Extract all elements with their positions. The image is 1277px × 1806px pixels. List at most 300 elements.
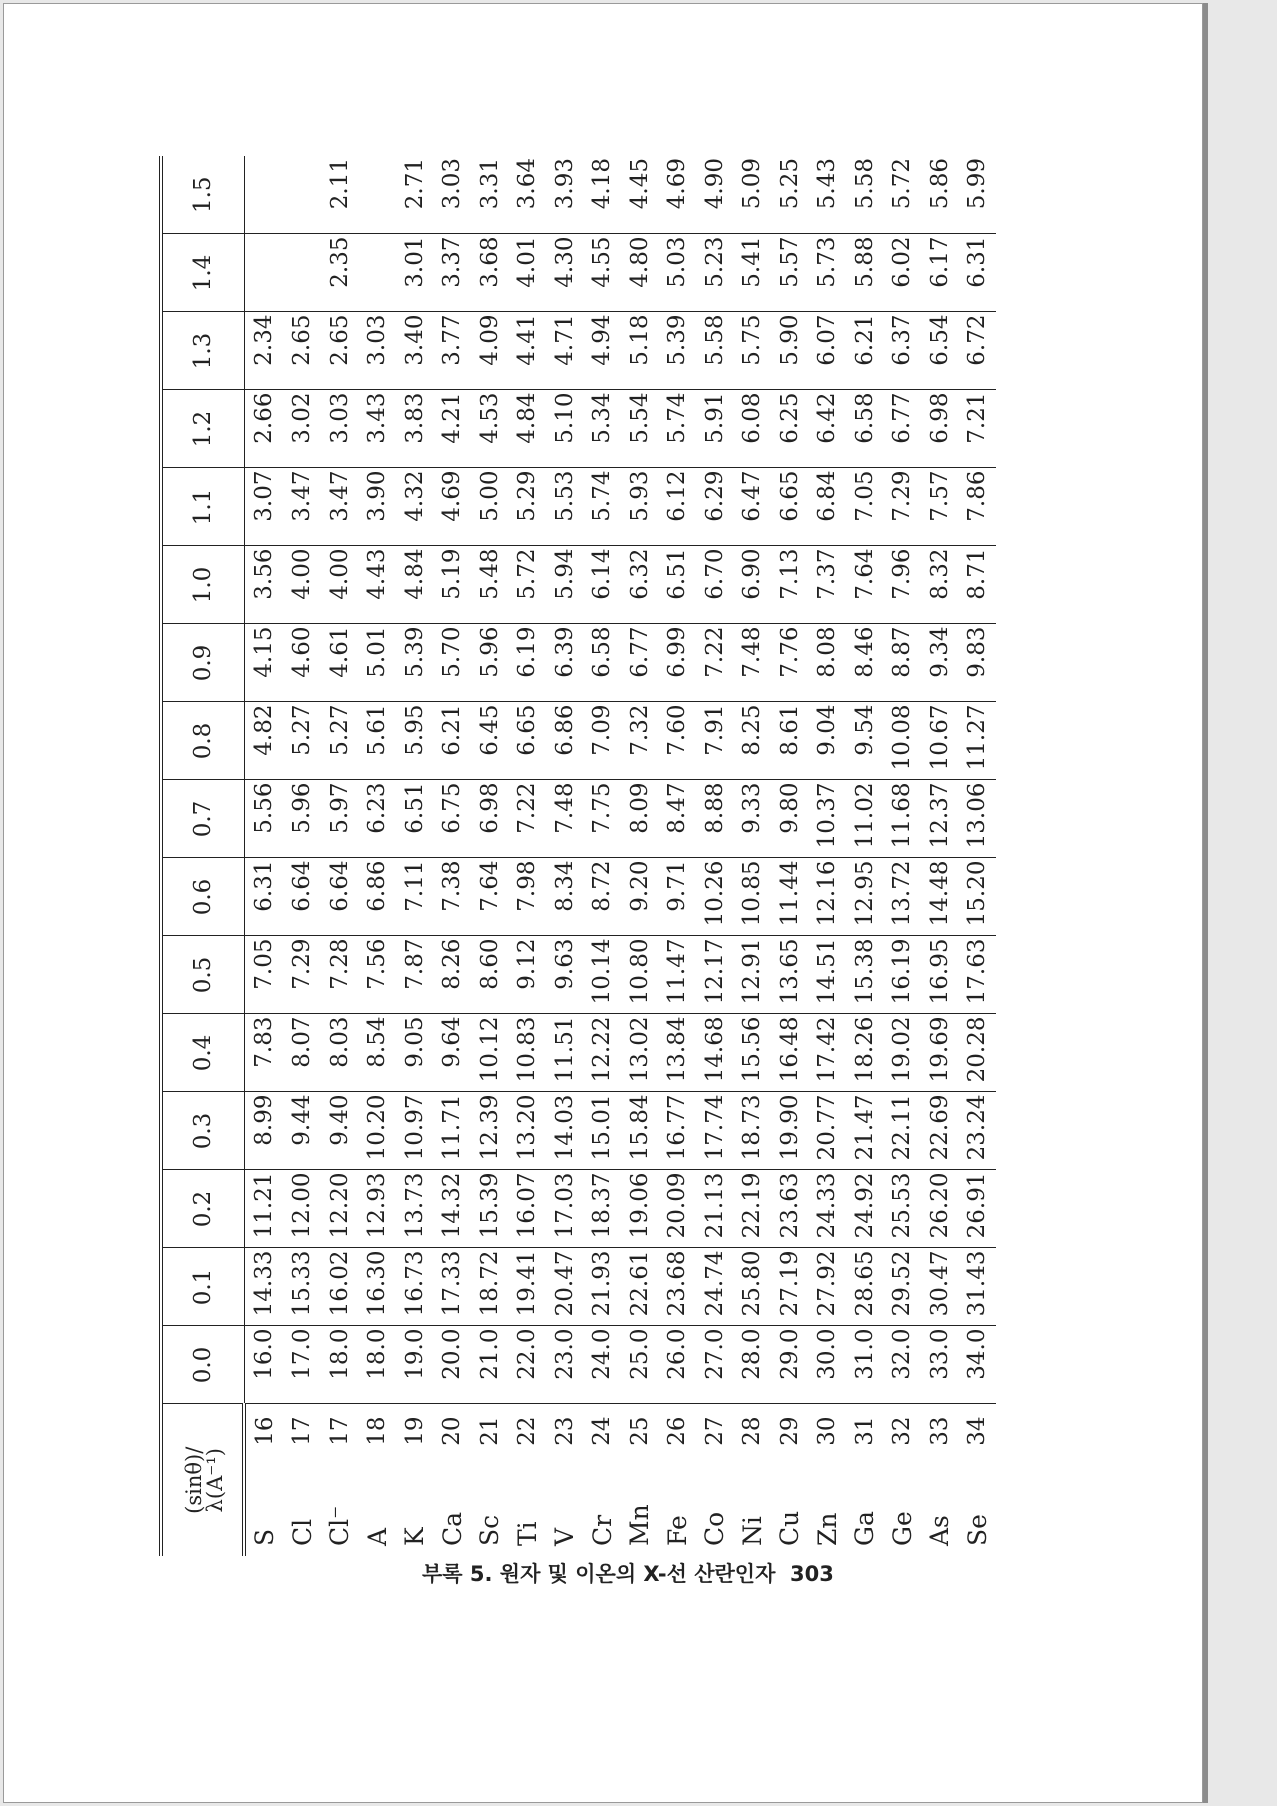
table-cell: 6.47 [734, 468, 772, 546]
atomic-number: 17 [284, 1404, 322, 1466]
table-cell: 6.90 [734, 546, 772, 624]
table-cell: 5.09 [739, 158, 766, 210]
table-cell: 9.12 [509, 936, 547, 1014]
table-cell: 7.91 [696, 702, 734, 780]
table-cell: 26.20 [921, 1170, 959, 1248]
table-cell: 6.77 [621, 624, 659, 702]
atomic-number: 18 [359, 1404, 397, 1466]
document-page [3, 3, 1203, 1803]
table-cell: 21.13 [696, 1170, 734, 1248]
table-cell [284, 156, 322, 234]
atomic-number: 25 [621, 1404, 659, 1466]
table-cell: 9.54 [846, 702, 884, 780]
table-cell: 16.77 [659, 1092, 697, 1170]
table-cell: 25.0 [621, 1326, 659, 1404]
table-cell: 20.0 [434, 1326, 472, 1404]
table-cell: 3.47 [284, 468, 322, 546]
table-row [846, 156, 884, 1556]
table-cell: 5.00 [471, 468, 509, 546]
label-line-1: (sinθ)/ [181, 1446, 206, 1514]
table-cell: 8.32 [921, 546, 959, 624]
table-cell: 7.11 [396, 858, 434, 936]
table-cell: 6.21 [434, 702, 472, 780]
element-symbol: Se [962, 1514, 992, 1546]
table-cell: 9.34 [921, 624, 959, 702]
table-cell: 10.37 [809, 780, 847, 858]
column-label-header [161, 1404, 244, 1556]
table-cell: 12.39 [471, 1092, 509, 1170]
table-cell: 22.19 [734, 1170, 772, 1248]
table-cell: 7.28 [321, 936, 359, 1014]
table-cell: 2.66 [244, 390, 284, 468]
element-symbol: A [362, 1527, 392, 1546]
table-cell: 4.41 [509, 312, 547, 390]
table-cell: 5.56 [244, 780, 284, 858]
table-cell: 6.29 [696, 468, 734, 546]
table-cell: 28.0 [734, 1326, 772, 1404]
table-cell: 13.65 [771, 936, 809, 1014]
table-cell: 5.73 [809, 234, 847, 312]
table-cell: 10.85 [734, 858, 772, 936]
table-cell: 11.44 [771, 858, 809, 936]
table-cell: 3.07 [244, 468, 284, 546]
table-cell: 13.72 [884, 858, 922, 936]
table-cell: 14.51 [809, 936, 847, 1014]
table-cell: 8.34 [546, 858, 584, 936]
table-cell [244, 156, 284, 234]
table-cell: 20.09 [659, 1170, 697, 1248]
table-cell: 5.03 [659, 234, 697, 312]
label-line-2: λ(A⁻¹) [202, 1448, 227, 1513]
table-header-row [161, 156, 244, 1556]
table-cell: 4.00 [321, 546, 359, 624]
table-cell: 5.93 [621, 468, 659, 546]
table-cell: 12.22 [584, 1014, 622, 1092]
table-cell: 6.08 [734, 390, 772, 468]
atomic-number: 17 [321, 1404, 359, 1466]
table-cell: 7.22 [696, 624, 734, 702]
element-symbol: S [250, 1528, 280, 1546]
table-cell: 4.18 [589, 158, 616, 210]
table-cell: 5.96 [284, 780, 322, 858]
table-cell: 18.72 [471, 1248, 509, 1326]
table-cell: 9.20 [621, 858, 659, 936]
table-cell: 19.06 [621, 1170, 659, 1248]
table-cell: 6.23 [359, 780, 397, 858]
table-cell: 7.21 [959, 390, 997, 468]
table-cell: 17.74 [696, 1092, 734, 1170]
element-symbol: Sc [475, 1514, 505, 1546]
table-cell: 3.68 [471, 234, 509, 312]
table-cell: 34.0 [959, 1326, 997, 1404]
table-cell: 5.75 [734, 312, 772, 390]
table-cell: 17.33 [434, 1248, 472, 1326]
table-cell: 11.27 [959, 702, 997, 780]
table-cell: 5.18 [621, 312, 659, 390]
table-cell: 3.03 [439, 158, 466, 210]
table-cell: 3.37 [434, 234, 472, 312]
table-cell: 19.0 [396, 1326, 434, 1404]
element-symbol: Cu [775, 1510, 805, 1546]
table-cell: 5.41 [734, 234, 772, 312]
table-cell: 6.25 [771, 390, 809, 468]
table-cell: 4.21 [434, 390, 472, 468]
table-cell: 6.14 [584, 546, 622, 624]
table-cell: 3.83 [396, 390, 434, 468]
table-cell: 6.19 [509, 624, 547, 702]
table-cell: 19.90 [771, 1092, 809, 1170]
table-cell: 5.74 [584, 468, 622, 546]
table-cell: 8.08 [809, 624, 847, 702]
table-cell: 17.63 [959, 936, 997, 1014]
table-cell: 12.17 [696, 936, 734, 1014]
table-cell: 5.39 [396, 624, 434, 702]
table-cell: 17.0 [284, 1326, 322, 1404]
table-cell: 12.95 [846, 858, 884, 936]
table-cell: 6.42 [809, 390, 847, 468]
table-cell: 5.54 [621, 390, 659, 468]
table-cell: 5.72 [509, 546, 547, 624]
table-cell: 7.96 [884, 546, 922, 624]
table-cell: 6.64 [284, 858, 322, 936]
table-cell: 2.34 [244, 312, 284, 390]
atomic-number: 26 [659, 1404, 697, 1466]
table-cell: 7.60 [659, 702, 697, 780]
table-cell: 12.16 [809, 858, 847, 936]
table-cell: 3.93 [551, 158, 578, 210]
table-cell: 5.43 [814, 158, 841, 210]
table-row [884, 156, 922, 1556]
table-cell: 3.77 [434, 312, 472, 390]
table-row [321, 156, 359, 1556]
table-cell: 4.69 [434, 468, 472, 546]
table-cell: 30.47 [921, 1248, 959, 1326]
table-cell: 15.38 [846, 936, 884, 1014]
table-cell: 13.02 [621, 1014, 659, 1092]
table-cell: 8.54 [359, 1014, 397, 1092]
atomic-number: 32 [884, 1404, 922, 1466]
column-header: 1.5 [161, 156, 244, 234]
atomic-number: 33 [921, 1404, 959, 1466]
table-cell: 5.94 [546, 546, 584, 624]
table-cell: 5.27 [321, 702, 359, 780]
table-cell: 13.84 [659, 1014, 697, 1092]
table-cell: 4.84 [509, 390, 547, 468]
table-cell: 6.86 [546, 702, 584, 780]
table-cell: 32.0 [884, 1326, 922, 1404]
atomic-number: 20 [434, 1404, 472, 1466]
table-cell: 16.0 [244, 1326, 284, 1404]
table-cell: 22.0 [509, 1326, 547, 1404]
column-header: 0.1 [161, 1248, 244, 1326]
column-header: 1.3 [161, 312, 244, 390]
table-cell: 29.0 [771, 1326, 809, 1404]
table-cell: 19.02 [884, 1014, 922, 1092]
table-cell: 5.74 [659, 390, 697, 468]
table-cell: 5.58 [696, 312, 734, 390]
table-cell: 6.64 [321, 858, 359, 936]
table-cell: 8.87 [884, 624, 922, 702]
table-row [244, 156, 284, 1556]
column-header: 0.0 [161, 1326, 244, 1404]
table-cell: 15.39 [471, 1170, 509, 1248]
table-cell: 16.30 [359, 1248, 397, 1326]
table-cell: 9.44 [284, 1092, 322, 1170]
element-symbol: V [550, 1527, 580, 1546]
table-cell: 7.87 [396, 936, 434, 1014]
table-cell: 5.86 [926, 158, 953, 210]
table-cell: 3.47 [321, 468, 359, 546]
table-cell: 6.86 [359, 858, 397, 936]
table-row [546, 156, 584, 1556]
table-cell: 5.70 [434, 624, 472, 702]
table-cell: 3.31 [476, 158, 503, 210]
element-symbol: Co [700, 1511, 730, 1546]
table-cell: 6.32 [621, 546, 659, 624]
table-cell: 5.58 [851, 158, 878, 210]
table-cell: 8.07 [284, 1014, 322, 1092]
column-header: 0.9 [161, 624, 244, 702]
element-symbol: Ge [887, 1511, 917, 1546]
table-cell: 3.01 [396, 234, 434, 312]
table-cell: 16.07 [509, 1170, 547, 1248]
column-header: 0.2 [161, 1170, 244, 1248]
table-cell: 8.72 [584, 858, 622, 936]
table-cell: 7.98 [509, 858, 547, 936]
table-cell: 6.98 [921, 390, 959, 468]
atomic-number: 21 [471, 1404, 509, 1466]
scattering-factor-table [159, 156, 996, 1556]
table-cell: 6.37 [884, 312, 922, 390]
table-cell: 5.01 [359, 624, 397, 702]
table-cell: 20.77 [809, 1092, 847, 1170]
table-cell: 7.64 [471, 858, 509, 936]
table-cell: 18.26 [846, 1014, 884, 1092]
table-row [621, 156, 659, 1556]
table-cell: 10.12 [471, 1014, 509, 1092]
table-cell: 16.95 [921, 936, 959, 1014]
table-cell: 3.03 [321, 390, 359, 468]
table-cell: 17.42 [809, 1014, 847, 1092]
table-cell: 6.65 [509, 702, 547, 780]
table-cell: 18.0 [359, 1326, 397, 1404]
table-cell: 10.67 [921, 702, 959, 780]
table-row [584, 156, 622, 1556]
table-cell: 3.43 [359, 390, 397, 468]
table-cell: 4.94 [584, 312, 622, 390]
table-cell: 16.48 [771, 1014, 809, 1092]
table-cell: 24.92 [846, 1170, 884, 1248]
table-cell: 10.26 [696, 858, 734, 936]
table-cell: 5.57 [771, 234, 809, 312]
table-cell: 31.0 [846, 1326, 884, 1404]
table-cell: 7.37 [809, 546, 847, 624]
table-cell: 8.46 [846, 624, 884, 702]
table-cell: 6.58 [846, 390, 884, 468]
table-cell: 15.01 [584, 1092, 622, 1170]
column-header: 0.7 [161, 780, 244, 858]
element-symbol: Ga [850, 1511, 880, 1546]
table-cell: 8.47 [659, 780, 697, 858]
atomic-number: 30 [809, 1404, 847, 1466]
table-row [921, 156, 959, 1556]
table-row [734, 156, 772, 1556]
atomic-number: 23 [546, 1404, 584, 1466]
table-cell: 7.48 [546, 780, 584, 858]
table-cell: 8.03 [321, 1014, 359, 1092]
element-symbol: Cl [287, 1518, 317, 1546]
table-cell: 4.82 [244, 702, 284, 780]
table-cell: 4.01 [509, 234, 547, 312]
table-cell: 3.56 [244, 546, 284, 624]
table-cell: 6.12 [659, 468, 697, 546]
table-cell: 19.69 [921, 1014, 959, 1092]
table-cell: 16.19 [884, 936, 922, 1014]
table-cell: 6.31 [244, 858, 284, 936]
column-header: 0.5 [161, 936, 244, 1014]
table-cell: 4.69 [664, 158, 691, 210]
table-cell: 22.11 [884, 1092, 922, 1170]
column-header: 1.4 [161, 234, 244, 312]
element-symbol: Cr [587, 1514, 617, 1546]
table-cell: 2.71 [401, 158, 428, 210]
table-cell: 5.25 [776, 158, 803, 210]
table-cell: 7.64 [846, 546, 884, 624]
page-footer [422, 1558, 922, 1588]
page-edge [1203, 3, 1208, 1803]
table-cell: 14.32 [434, 1170, 472, 1248]
table-cell: 2.65 [284, 312, 322, 390]
atomic-number: 27 [696, 1404, 734, 1466]
rotated-table-container [159, 156, 1019, 1556]
table-cell: 6.77 [884, 390, 922, 468]
table-cell: 7.86 [959, 468, 997, 546]
table-cell: 10.20 [359, 1092, 397, 1170]
table-row [771, 156, 809, 1556]
column-header: 0.6 [161, 858, 244, 936]
table-cell: 12.93 [359, 1170, 397, 1248]
table-cell: 4.32 [396, 468, 434, 546]
table-cell: 4.90 [701, 158, 728, 210]
table-cell: 26.91 [959, 1170, 997, 1248]
atomic-number: 16 [244, 1404, 284, 1466]
column-header: 0.4 [161, 1014, 244, 1092]
table-cell: 8.60 [471, 936, 509, 1014]
column-header: 1.0 [161, 546, 244, 624]
table-cell: 6.21 [846, 312, 884, 390]
table-cell: 4.30 [546, 234, 584, 312]
table-cell: 18.0 [321, 1326, 359, 1404]
table-cell: 18.37 [584, 1170, 622, 1248]
table-cell: 7.29 [284, 936, 322, 1014]
table-cell: 12.91 [734, 936, 772, 1014]
table-cell: 5.99 [964, 158, 991, 210]
table-cell: 19.41 [509, 1248, 547, 1326]
table-cell: 4.15 [244, 624, 284, 702]
table-cell: 5.23 [696, 234, 734, 312]
table-cell: 16.02 [321, 1248, 359, 1326]
table-cell: 11.21 [244, 1170, 284, 1248]
table-cell: 4.09 [471, 312, 509, 390]
table-row [959, 156, 997, 1556]
table-cell: 6.98 [471, 780, 509, 858]
table-cell: 23.0 [546, 1326, 584, 1404]
table-cell: 8.99 [244, 1092, 284, 1170]
table-cell: 4.84 [396, 546, 434, 624]
table-cell: 5.53 [546, 468, 584, 546]
table-cell: 7.32 [621, 702, 659, 780]
table-cell: 6.02 [884, 234, 922, 312]
table-cell: 8.71 [959, 546, 997, 624]
table-cell: 6.72 [959, 312, 997, 390]
table-row [284, 156, 322, 1556]
table-cell: 21.47 [846, 1092, 884, 1170]
table-cell: 6.39 [546, 624, 584, 702]
table-cell: 14.68 [696, 1014, 734, 1092]
table-cell: 6.31 [959, 234, 997, 312]
table-cell: 4.71 [546, 312, 584, 390]
table-cell: 3.64 [514, 158, 541, 210]
table-row [471, 156, 509, 1556]
table-cell: 4.80 [621, 234, 659, 312]
table-cell: 4.55 [584, 234, 622, 312]
element-symbol: Mn [625, 1504, 655, 1546]
table-cell: 6.51 [659, 546, 697, 624]
table-row [696, 156, 734, 1556]
table-row [659, 156, 697, 1556]
table-cell: 8.09 [621, 780, 659, 858]
table-cell: 30.0 [809, 1326, 847, 1404]
table-cell: 4.43 [359, 546, 397, 624]
table-cell: 5.91 [696, 390, 734, 468]
atomic-number: 22 [509, 1404, 547, 1466]
table-cell: 3.02 [284, 390, 322, 468]
table-cell: 13.20 [509, 1092, 547, 1170]
table-cell: 17.03 [546, 1170, 584, 1248]
table-row [434, 156, 472, 1556]
table-cell: 9.04 [809, 702, 847, 780]
table-cell: 11.02 [846, 780, 884, 858]
column-header: 1.2 [161, 390, 244, 468]
table-cell: 24.74 [696, 1248, 734, 1326]
table-cell: 6.75 [434, 780, 472, 858]
table-cell: 8.88 [696, 780, 734, 858]
atomic-number: 28 [734, 1404, 772, 1466]
table-cell: 5.27 [284, 702, 322, 780]
table-cell: 10.80 [621, 936, 659, 1014]
table-cell: 13.73 [396, 1170, 434, 1248]
table-cell: 14.03 [546, 1092, 584, 1170]
table-cell: 9.80 [771, 780, 809, 858]
table-cell: 7.83 [244, 1014, 284, 1092]
table-cell: 4.45 [626, 158, 653, 210]
table-cell: 31.43 [959, 1248, 997, 1326]
atomic-number: 29 [771, 1404, 809, 1466]
table-cell: 7.05 [244, 936, 284, 1014]
table-cell: 20.28 [959, 1014, 997, 1092]
table-cell: 15.84 [621, 1092, 659, 1170]
table-cell: 21.93 [584, 1248, 622, 1326]
table-cell: 7.38 [434, 858, 472, 936]
table-cell: 10.97 [396, 1092, 434, 1170]
table-cell: 14.48 [921, 858, 959, 936]
table-cell: 5.72 [889, 158, 916, 210]
element-symbol: Fe [662, 1515, 692, 1546]
table-cell: 5.48 [471, 546, 509, 624]
table-cell: 16.73 [396, 1248, 434, 1326]
table-cell: 2.35 [321, 234, 359, 312]
table-cell: 7.76 [771, 624, 809, 702]
